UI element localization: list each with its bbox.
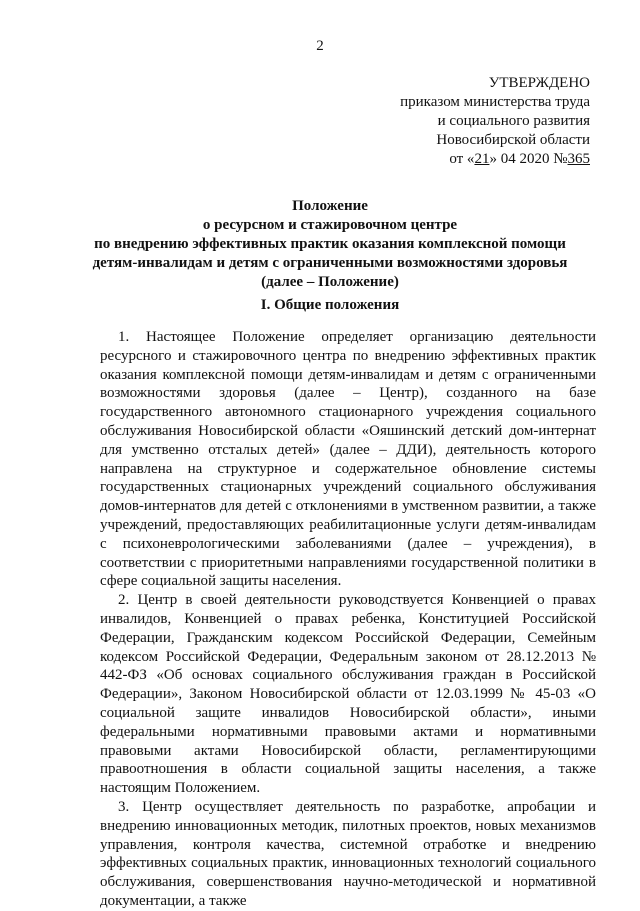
title-line-1: Положение (292, 198, 368, 214)
approval-line-3: Новосибирской области (436, 132, 590, 148)
paragraph-1: 1. Настоящее Положение определяет организацию деятельности ресурсного и стажировочного центра по внедрению эффективных практик оказания комплексной помощи детям-инвалидам и детям с ограниченными возможностями здоровья (далее – Центр), созданного на базе государственного автономного стационарного учреждения социального обслуживания Новосибирской области «Ояшинский детский дом-интернат для умственно отсталых детей» (далее – ДДИ), деятельность которого направлена на структурное и содержательное обновление системы государственных стационарных учреждений социального обслуживания домов-интернатов для детей с отклонениями в умственном развитии, а также учреждений, предоставляющих реабилитационные услуги детям-инвалидам с психоневрологическими заболеваниями (далее – учреждения), в соответствии с приоритетными направлениями государственной политики в сфере социальной защиты населения. (100, 329, 596, 590)
approval-date-prefix: от « (449, 151, 475, 167)
approval-line-2: и социального развития (437, 113, 590, 129)
approval-date-day: 21 (474, 151, 490, 167)
body-text (100, 328, 596, 911)
approval-date (400, 150, 590, 169)
approval-date-mid: » 04 2020 № (489, 151, 568, 167)
section-heading: I. Общие положения (260, 297, 400, 313)
title-line-5: (далее – Положение) (261, 274, 399, 290)
document-title (60, 197, 600, 292)
title-line-3: по внедрению эффективных практик оказания комплексной помощи (94, 236, 566, 252)
paragraph-2: 2. Центр в своей деятельности руководствуется Конвенцией о правах инвалидов, Конвенцией о правах ребенка, Конституцией Российской Федерации, Гражданским кодексом Российской Федерации, Семейным кодексом Российской Федерации, Федеральным законом от 28.12.2013 № 442-ФЗ «Об основах социального обслуживания граждан в Российской Федерации», Законом Новосибирской области от 12.03.1999 № 45-03 «О социальной защите инвалидов Новосибирской области», иными федеральными нормативными правовыми актами и нормативными правовыми актами Новосибирской области, регламентирующими правоотношения в области социальной защиты населения, а также настоящим Положением. (100, 592, 596, 797)
title-line-4: детям-инвалидам и детям с ограниченными возможностями здоровья (92, 255, 568, 271)
page-number: 2 (316, 38, 324, 54)
approval-heading: УТВЕРЖДЕНО (488, 75, 590, 91)
paragraph-3: 3. Центр осуществляет деятельность по разработке, апробации и внедрению инновационных методик, пилотных проектов, новых механизмов управления, контроля качества, системной отработке и внедрению эффективных социальных практик, инновационных технологий социального обслуживания, совершенствования научно-методической и нормативной документации, а также (100, 798, 596, 909)
approval-stamp (400, 74, 590, 169)
approval-order-number: 365 (567, 151, 590, 167)
approval-line-1: приказом министерства труда (400, 94, 590, 110)
title-line-2: о ресурсном и стажировочном центре (202, 217, 458, 233)
